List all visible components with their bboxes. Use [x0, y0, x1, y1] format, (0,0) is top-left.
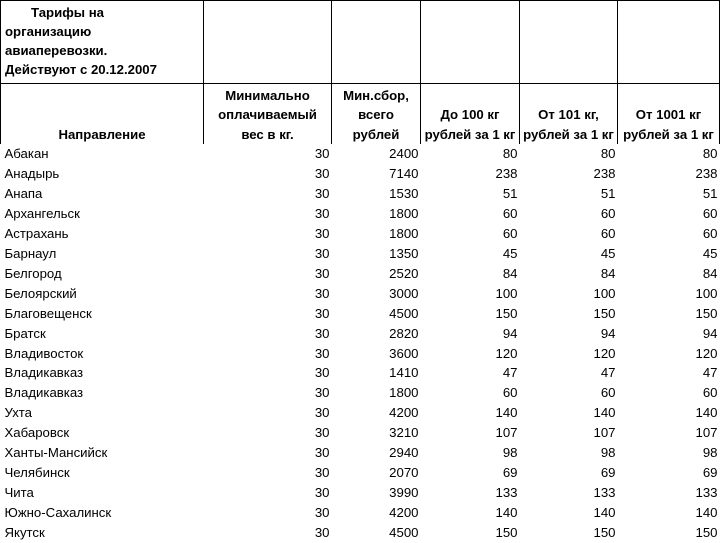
rate-100-cell: 100: [495, 285, 518, 301]
min-fee-cell: 1800: [389, 225, 419, 241]
rate-100-cell: 60: [502, 205, 518, 221]
rate-101-cell: 238: [593, 165, 616, 181]
table-row: [1, 204, 720, 224]
city-cell: Челябинск: [4, 465, 70, 481]
min-fee-cell: 1410: [389, 365, 419, 381]
min-fee-cell: 7140: [389, 165, 419, 181]
rate-100-cell: 51: [502, 185, 518, 201]
rate-100-cell: 140: [495, 505, 518, 521]
rate-100-cell: 133: [495, 485, 518, 501]
table-row: [1, 284, 720, 304]
table-row: [1, 264, 720, 284]
min-weight-cell: 30: [314, 165, 330, 181]
rate-1001-cell: 94: [702, 325, 718, 341]
empty-header-cell: [332, 1, 421, 84]
min-fee-cell: 3210: [389, 425, 419, 441]
table-row: [1, 523, 720, 543]
rate-1001-cell: 80: [702, 146, 718, 161]
empty-header-cell: [204, 1, 332, 84]
table-row: [1, 443, 720, 463]
city-cell: Абакан: [4, 146, 49, 161]
rate-100-cell: 45: [502, 245, 518, 261]
min-fee-cell: 2820: [389, 325, 419, 341]
rate-100-cell: 150: [495, 525, 518, 541]
rate-101-cell: 69: [600, 465, 616, 481]
city-cell: Владикавказ: [4, 365, 84, 381]
rate-1001-cell: 47: [702, 365, 718, 381]
title-line: авиаперевозки.: [5, 43, 108, 58]
min-weight-cell: 30: [314, 525, 330, 541]
rate-100-cell: 84: [502, 265, 518, 281]
table-row: [1, 363, 720, 383]
city-cell: Благовещенск: [4, 305, 92, 321]
city-cell: Архангельск: [4, 205, 80, 221]
header-from-101kg: От 101 кг, рублей за 1 кг: [520, 84, 618, 145]
rate-100-cell: 98: [502, 445, 518, 461]
rate-101-cell: 140: [593, 405, 616, 421]
rate-1001-cell: 120: [695, 345, 718, 361]
min-weight-cell: 30: [314, 485, 330, 501]
rate-1001-cell: 133: [695, 485, 718, 501]
rate-101-cell: 47: [600, 365, 616, 381]
min-weight-cell: 30: [314, 465, 330, 481]
min-weight-cell: 30: [314, 325, 330, 341]
rate-101-cell: 150: [593, 305, 616, 321]
rate-1001-cell: 45: [702, 245, 718, 261]
city-cell: Братск: [4, 325, 46, 341]
table-row: [1, 304, 720, 324]
title-line: организацию: [5, 24, 92, 39]
table-row: [1, 164, 720, 184]
title-row: [1, 1, 720, 84]
min-weight-cell: 30: [314, 265, 330, 281]
city-cell: Южно-Сахалинск: [4, 505, 112, 521]
min-fee-cell: 1350: [389, 245, 419, 261]
min-fee-cell: 4200: [389, 405, 419, 421]
rate-1001-cell: 100: [695, 285, 718, 301]
rate-1001-cell: 60: [702, 205, 718, 221]
city-cell: Анадырь: [4, 165, 60, 181]
min-fee-cell: 2070: [389, 465, 419, 481]
min-weight-cell: 30: [314, 385, 330, 401]
table-row: [1, 503, 720, 523]
min-weight-cell: 30: [314, 445, 330, 461]
table-row: [1, 423, 720, 443]
rate-101-cell: 60: [600, 385, 616, 401]
city-cell: Барнаул: [4, 245, 57, 261]
header-up-to-100kg: До 100 кг рублей за 1 кг: [421, 84, 520, 145]
rate-1001-cell: 140: [695, 505, 718, 521]
rate-100-cell: 107: [495, 425, 518, 441]
header-direction: Направление: [1, 84, 204, 145]
empty-header-cell: [421, 1, 520, 84]
table-row: [1, 383, 720, 403]
city-cell: Белоярский: [4, 285, 77, 301]
rate-1001-cell: 150: [695, 525, 718, 541]
rate-101-cell: 45: [600, 245, 616, 261]
city-cell: Якутск: [4, 525, 45, 541]
rate-101-cell: 98: [600, 445, 616, 461]
rate-101-cell: 84: [600, 265, 616, 281]
title-line: Действуют с 20.12.2007: [5, 62, 157, 77]
city-cell: Белгород: [4, 265, 62, 281]
rate-101-cell: 94: [600, 325, 616, 341]
min-fee-cell: 3600: [389, 345, 419, 361]
city-cell: Владикавказ: [4, 385, 84, 401]
min-fee-cell: 2520: [389, 265, 419, 281]
rate-1001-cell: 140: [695, 405, 718, 421]
rate-1001-cell: 98: [702, 445, 718, 461]
city-cell: Ухта: [4, 405, 32, 421]
rate-101-cell: 51: [600, 185, 616, 201]
column-header-row: [1, 84, 720, 145]
city-cell: Хабаровск: [4, 425, 70, 441]
title-line: Тарифы на: [31, 5, 104, 20]
rate-101-cell: 80: [600, 146, 616, 161]
city-cell: Владивосток: [4, 345, 84, 361]
rate-100-cell: 150: [495, 305, 518, 321]
rate-1001-cell: 107: [695, 425, 718, 441]
min-weight-cell: 30: [314, 505, 330, 521]
table-row: [1, 144, 720, 164]
table-row: [1, 184, 720, 204]
min-weight-cell: 30: [314, 225, 330, 241]
rate-101-cell: 140: [593, 505, 616, 521]
city-cell: Чита: [4, 485, 34, 501]
rate-100-cell: 60: [502, 385, 518, 401]
min-fee-cell: 4200: [389, 505, 419, 521]
city-cell: Анапа: [4, 185, 43, 201]
min-fee-cell: 3990: [389, 485, 419, 501]
min-weight-cell: 30: [314, 405, 330, 421]
table-row: [1, 483, 720, 503]
city-cell: Астрахань: [4, 225, 69, 241]
rate-100-cell: 94: [502, 325, 518, 341]
empty-header-cell: [618, 1, 720, 84]
rate-101-cell: 60: [600, 205, 616, 221]
rate-100-cell: 69: [502, 465, 518, 481]
rate-1001-cell: 60: [702, 225, 718, 241]
min-fee-cell: 2400: [389, 146, 419, 161]
min-fee-cell: 1800: [389, 205, 419, 221]
min-fee-cell: 4500: [389, 305, 419, 321]
rate-101-cell: 60: [600, 225, 616, 241]
table-row: [1, 224, 720, 244]
table-row: [1, 244, 720, 264]
city-cell: Ханты-Мансийск: [4, 445, 108, 461]
rate-100-cell: 80: [502, 146, 518, 161]
rate-100-cell: 238: [495, 165, 518, 181]
rate-100-cell: 140: [495, 405, 518, 421]
min-weight-cell: 30: [314, 285, 330, 301]
min-fee-cell: 4500: [389, 525, 419, 541]
min-weight-cell: 30: [314, 345, 330, 361]
table-row: [1, 403, 720, 423]
min-fee-cell: 3000: [389, 285, 419, 301]
empty-header-cell: [520, 1, 618, 84]
table-row: [1, 324, 720, 344]
rate-101-cell: 133: [593, 485, 616, 501]
rate-101-cell: 150: [593, 525, 616, 541]
min-weight-cell: 30: [314, 365, 330, 381]
rate-1001-cell: 60: [702, 385, 718, 401]
rate-101-cell: 100: [593, 285, 616, 301]
min-weight-cell: 30: [314, 146, 330, 161]
rate-101-cell: 107: [593, 425, 616, 441]
rate-1001-cell: 69: [702, 465, 718, 481]
rate-1001-cell: 238: [695, 165, 718, 181]
min-fee-cell: 1530: [389, 185, 419, 201]
min-weight-cell: 30: [314, 185, 330, 201]
rate-1001-cell: 84: [702, 265, 718, 281]
header-min-fee: Мин.сбор, всего рублей: [332, 84, 421, 145]
rate-1001-cell: 150: [695, 305, 718, 321]
rate-100-cell: 120: [495, 345, 518, 361]
header-from-1001kg: От 1001 кг рублей за 1 кг: [618, 84, 720, 145]
rate-100-cell: 60: [502, 225, 518, 241]
table-title: [1, 1, 204, 84]
min-fee-cell: 1800: [389, 385, 419, 401]
min-weight-cell: 30: [314, 205, 330, 221]
min-weight-cell: 30: [314, 425, 330, 441]
rate-101-cell: 120: [593, 345, 616, 361]
min-fee-cell: 2940: [389, 445, 419, 461]
rate-100-cell: 47: [502, 365, 518, 381]
table-row: [1, 344, 720, 364]
min-weight-cell: 30: [314, 245, 330, 261]
header-min-weight: Минимально оплачиваемый вес в кг.: [204, 84, 332, 145]
table-row: [1, 463, 720, 483]
min-weight-cell: 30: [314, 305, 330, 321]
rate-1001-cell: 51: [702, 185, 718, 201]
